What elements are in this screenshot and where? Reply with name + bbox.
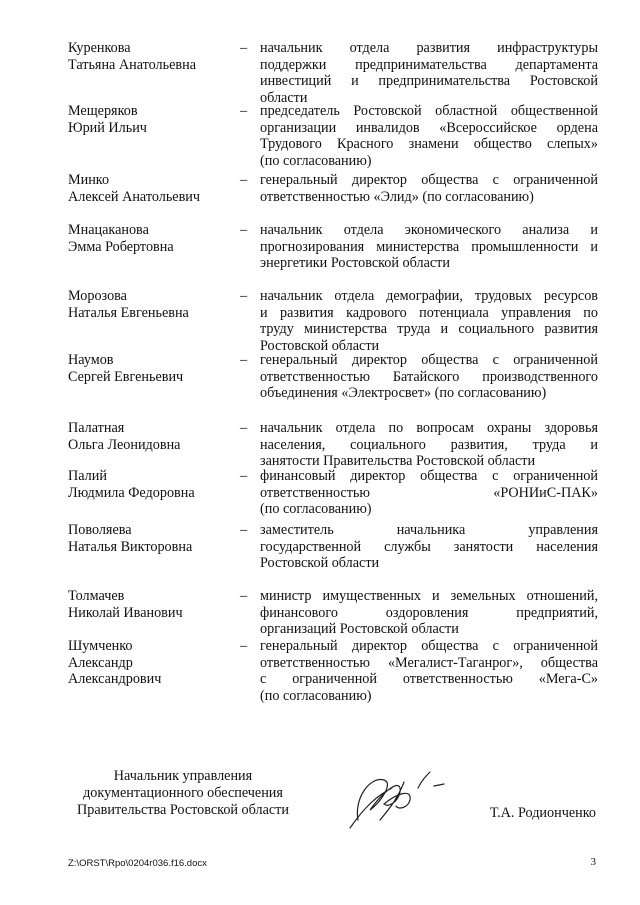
member-name	[68, 172, 236, 205]
member-position-line: ответственностью «Элид» (по согласованию)	[260, 188, 534, 205]
dash-separator: –	[240, 288, 248, 304]
member-position-line: ответственностью Батайского производственного	[260, 368, 598, 385]
member-name	[68, 222, 236, 255]
member-position-line: поддержки предпринимательства департамента	[260, 56, 598, 73]
member-position	[260, 172, 598, 205]
member-position	[260, 638, 598, 704]
member-position-line: Трудового Красного знамени общество слепых»	[260, 136, 598, 153]
member-position	[260, 588, 598, 638]
member-name-line: Александр	[68, 654, 133, 671]
member-name	[68, 40, 236, 73]
dash-separator: –	[240, 588, 248, 604]
member-position-line: генеральный директор общества с ограниченной	[260, 352, 598, 368]
member-name	[68, 420, 236, 453]
member-position-line: министр имущественных и земельных отношений,	[260, 588, 598, 604]
signature-image	[340, 758, 450, 838]
member-position-line: (по согласованию)	[260, 687, 372, 704]
member-position-line: генеральный директор общества с ограниченной	[260, 172, 598, 188]
member-position	[260, 288, 598, 354]
member-position	[260, 40, 598, 106]
member-position-line: заместитель начальника управления	[260, 522, 598, 538]
member-position-line: начальник отдела демографии, трудовых ресурсов	[260, 288, 598, 304]
member-name	[68, 638, 236, 688]
file-path: Z:\ORST\Rpo\0204r036.f16.docx	[68, 858, 207, 869]
member-name-line: Минко	[68, 172, 110, 188]
member-name-line: Николай Иванович	[68, 604, 183, 621]
member-name-line: Палий	[68, 468, 107, 484]
signer-position-line: Правительства Ростовской области	[77, 802, 289, 818]
member-name	[68, 522, 236, 555]
member-name-line: Алексей Анатольевич	[68, 188, 201, 205]
member-position-line: с ограниченной ответственностью «Мега-С»	[260, 671, 598, 688]
member-name-line: Наталья Викторовна	[68, 538, 193, 555]
member-name-line: Палатная	[68, 420, 125, 436]
member-position-line: организации инвалидов «Всероссийское ордена	[260, 119, 598, 136]
dash-separator: –	[240, 103, 248, 119]
member-name-line: Александрович	[68, 671, 162, 688]
member-position-line: труду министерства труда и социального развития	[260, 321, 598, 338]
member-position-line: финансового оздоровления предприятий,	[260, 604, 598, 621]
member-name-line: Толмачев	[68, 588, 125, 604]
member-name-line: Мнацаканова	[68, 222, 149, 238]
member-position-line: объединения «Электросвет» (по согласованию)	[260, 385, 547, 402]
member-name	[68, 288, 236, 321]
dash-separator: –	[240, 40, 248, 56]
member-name	[68, 468, 236, 501]
member-name-line: Татьяна Анатольевна	[68, 56, 196, 73]
member-position-line: инвестиций и предпринимательства Ростовской	[260, 73, 598, 90]
member-position	[260, 522, 598, 572]
member-position-line: и развития кадрового потенциала управления по	[260, 304, 598, 321]
dash-separator: –	[240, 172, 248, 188]
member-position	[260, 420, 598, 470]
member-position-line: (по согласованию)	[260, 501, 372, 518]
member-position	[260, 103, 598, 169]
member-position-line: населения, социального развития, труда и	[260, 436, 598, 453]
dash-separator: –	[240, 522, 248, 538]
member-position-line: (по согласованию)	[260, 152, 372, 169]
member-name-line: Шумченко	[68, 638, 133, 654]
signer-position	[68, 768, 298, 819]
member-name-line: Эмма Робертовна	[68, 238, 174, 255]
dash-separator: –	[240, 222, 248, 238]
member-position-line: ответственностью «Мегалист-Таганрог», общества	[260, 654, 598, 671]
signer-position-line: документационного обеспечения	[83, 785, 283, 801]
member-position	[260, 468, 598, 518]
member-name-line: Мещеряков	[68, 103, 138, 119]
dash-separator: –	[240, 420, 248, 436]
member-name-line: Наумов	[68, 352, 114, 368]
member-name-line: Юрий Ильич	[68, 119, 147, 136]
dash-separator: –	[240, 468, 248, 484]
member-name	[68, 588, 236, 621]
member-name-line: Наталья Евгеньевна	[68, 304, 189, 321]
member-position-line: Ростовской области	[260, 555, 380, 572]
member-position	[260, 222, 598, 272]
member-position-line: организаций Ростовской области	[260, 621, 459, 638]
page-number: 3	[590, 856, 596, 868]
member-position-line: Ростовской области	[260, 337, 380, 354]
member-name-line: Поволяева	[68, 522, 132, 538]
dash-separator: –	[240, 352, 248, 368]
member-name-line: Сергей Евгеньевич	[68, 368, 184, 385]
dash-separator: –	[240, 638, 248, 654]
member-position-line: занятости Правительства Ростовской области	[260, 453, 536, 470]
member-position-line: генеральный директор общества с ограниченной	[260, 638, 598, 654]
member-position	[260, 352, 598, 402]
member-position-line: государственной службы занятости населения	[260, 538, 598, 555]
member-position-line: начальник отдела развития инфраструктуры	[260, 40, 598, 56]
member-name	[68, 103, 236, 136]
member-position-line: финансовый директор общества с ограниченной	[260, 468, 598, 484]
member-name-line: Ольга Леонидовна	[68, 436, 181, 453]
member-position-line: области	[260, 89, 308, 106]
member-name-line: Людмила Федоровна	[68, 484, 195, 501]
member-position-line: энергетики Ростовской области	[260, 255, 450, 272]
member-position-line: начальник отдела по вопросам охраны здоровья	[260, 420, 598, 436]
member-position-line: начальник отдела экономического анализа и	[260, 222, 598, 238]
member-name	[68, 352, 236, 385]
signer-position-line: Начальник управления	[113, 768, 253, 784]
signer-name: Т.А. Родионченко	[489, 805, 596, 821]
member-position-line: председатель Ростовской областной общественной	[260, 103, 598, 119]
member-name-line: Куренкова	[68, 40, 131, 56]
member-position-line: ответственностью «РОНИиС-ПАК»	[260, 484, 598, 501]
member-position-line: прогнозирования министерства промышленности и	[260, 238, 598, 255]
member-name-line: Морозова	[68, 288, 127, 304]
